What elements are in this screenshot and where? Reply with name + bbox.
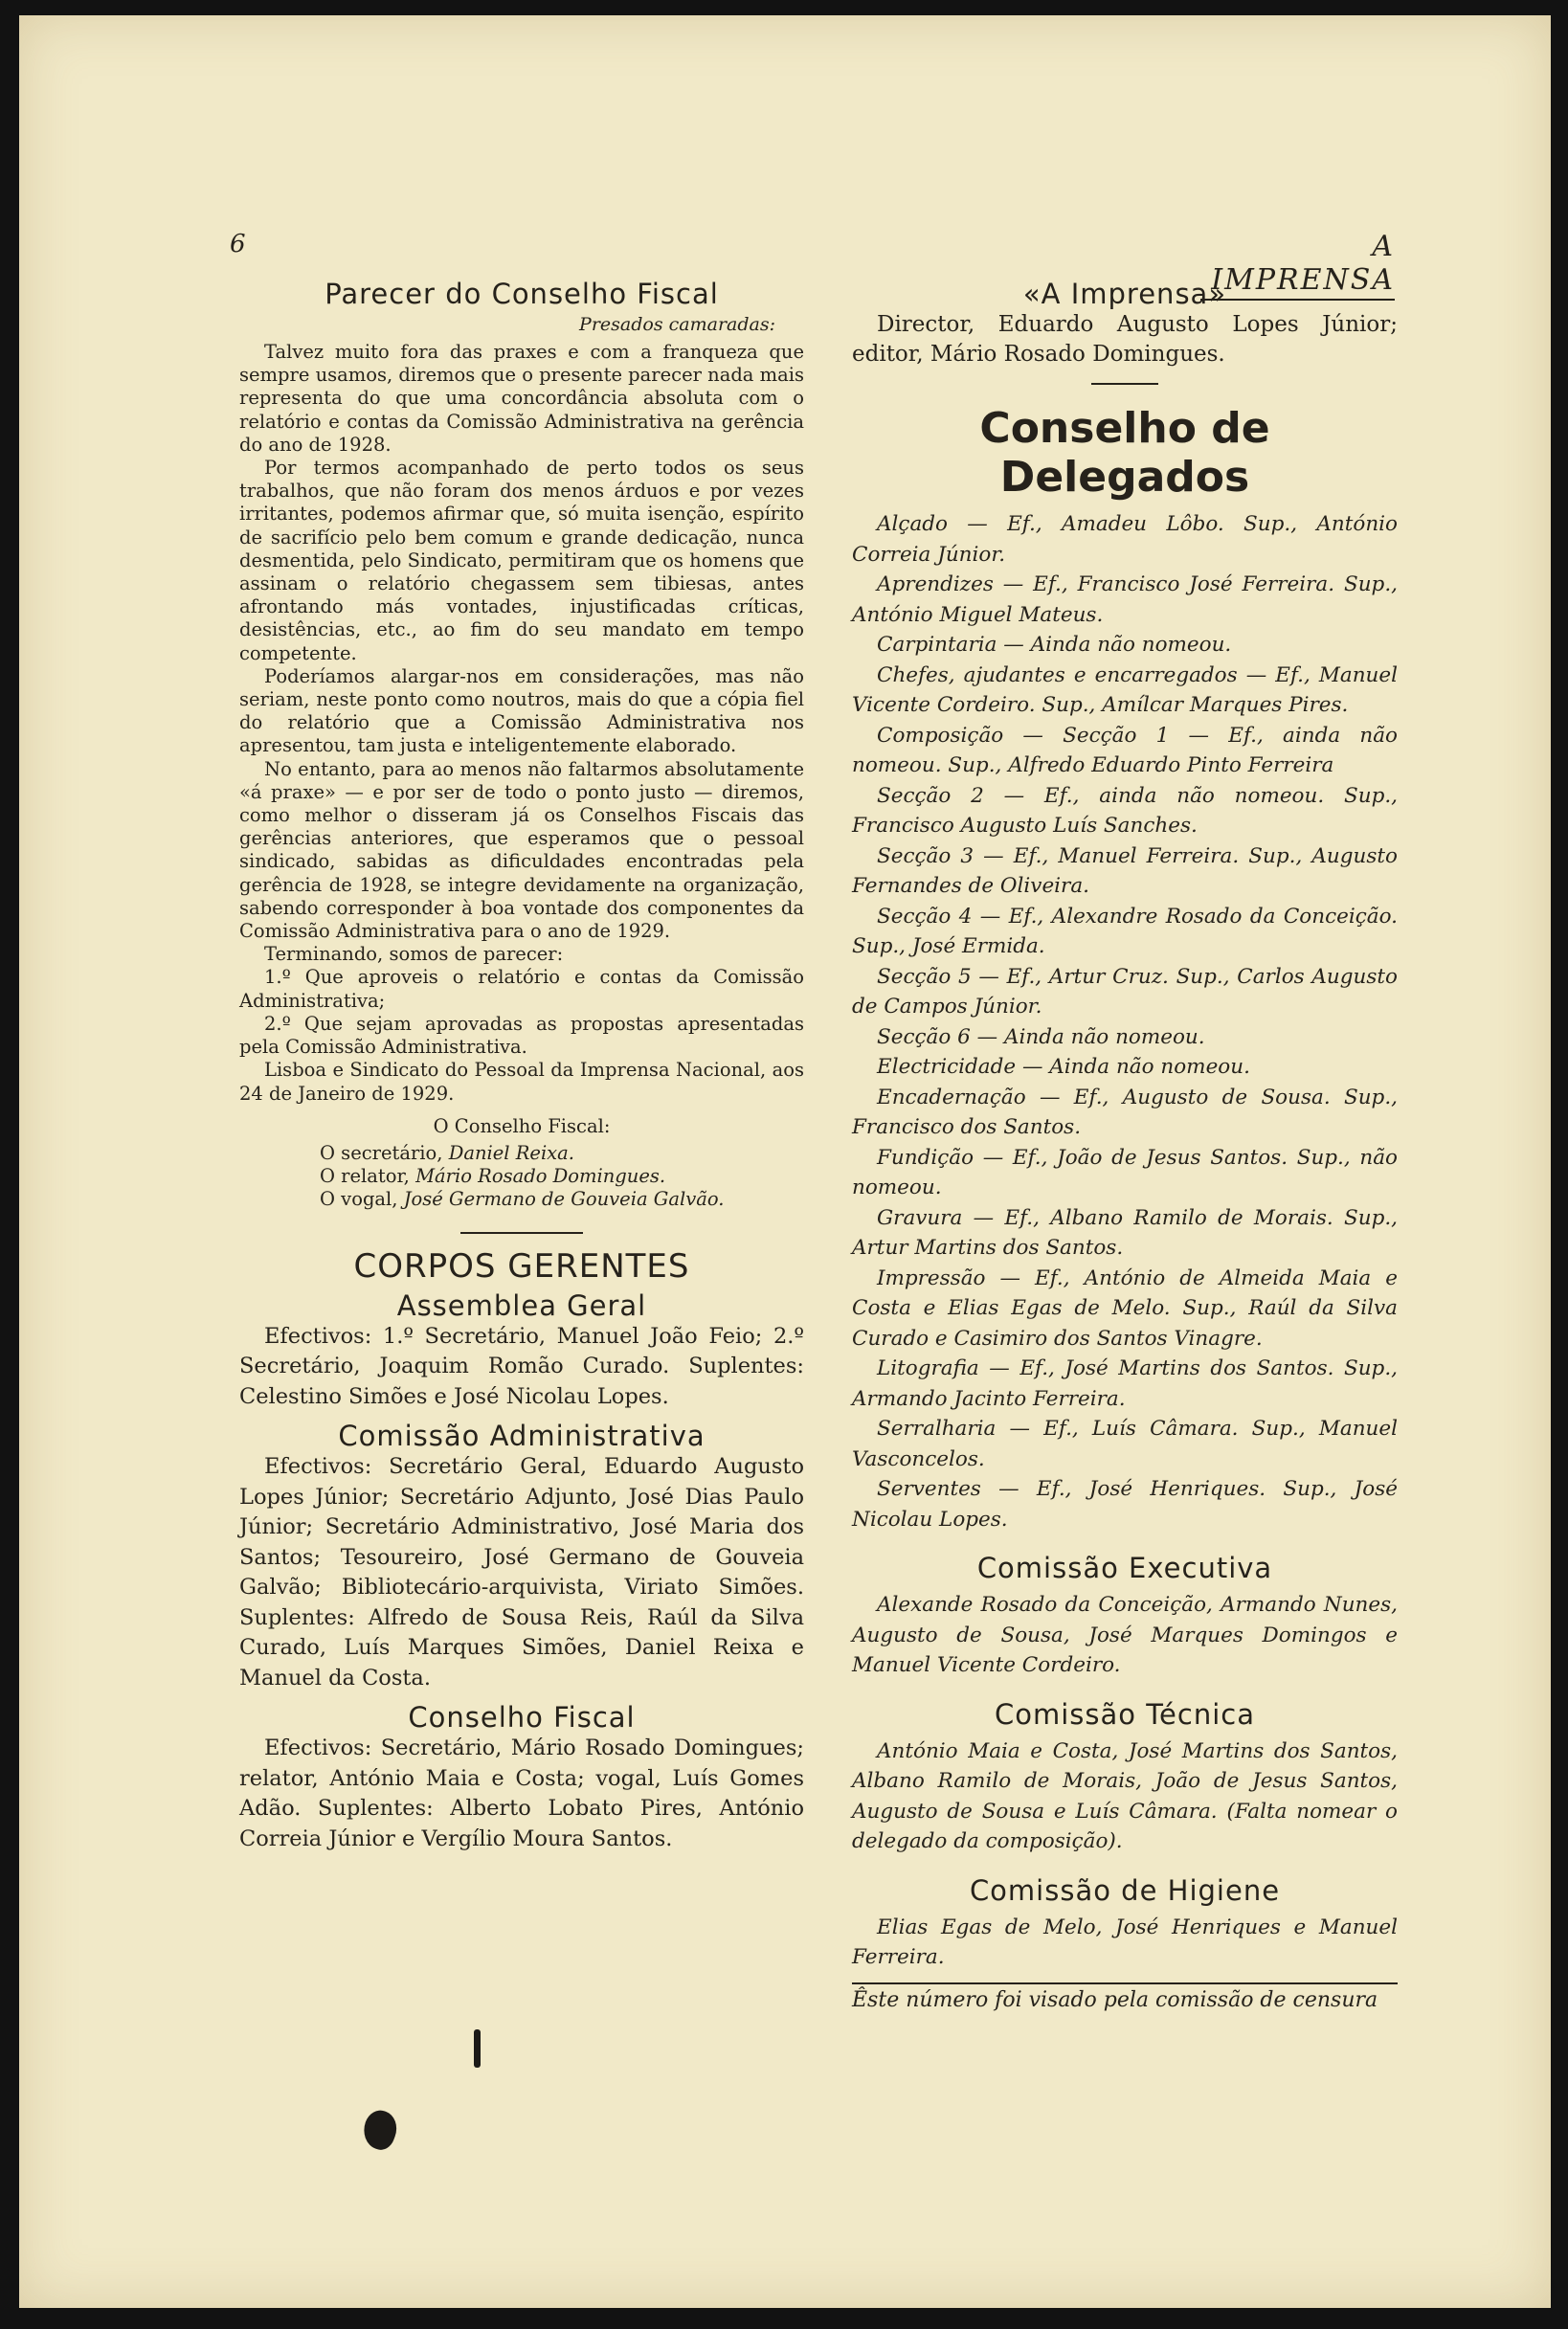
left-column (239, 278, 804, 1854)
comissao-administrativa-text: Efectivos: Secretário Geral, Eduardo Augusto Lopes Júnior; Secretário Adjunto, José Dias Paulo Júnior; Secretário Administrativo, José Maria dos Santos; Tesoureiro, José Germano de Gouveia Galvão; Bibliotecário-arquivista, Viriato Simões. Suplentes: Alfredo de Sousa Reis, Raúl da Silva Curado, Luís Marques Simões, Daniel Reixa e Manuel da Costa. (239, 1454, 804, 1691)
section-divider (460, 1232, 583, 1234)
imprensa-text: Director, Eduardo Augusto Lopes Júnior; editor, Mário Rosado Domingues. (852, 312, 1398, 367)
signature-role: O vogal, (320, 1187, 398, 1210)
delegado-entry: Impressão — Ef., António de Almeida Maia e Costa e Elias Egas de Melo. Sup., Raúl da Silva Curado e Casimiro dos Santos Vinagre. (852, 1265, 1398, 1351)
comissao-executiva-text: Alexande Rosado da Conceição, Armando Nunes, Augusto de Sousa, José Marques Domingos e Manuel Vicente Cordeiro. (852, 1593, 1398, 1677)
delegado-entry: Fundição — Ef., João de Jesus Santos. Sup., não nomeou. (852, 1145, 1398, 1199)
delegado-entry: Secção 3 — Ef., Manuel Ferreira. Sup., Augusto Fernandes de Oliveira. (852, 843, 1398, 898)
comissao-higiene-body (852, 1913, 1398, 1973)
delegado-entry: Aprendizes — Ef., Francisco José Ferreira. Sup., António Miguel Mateus. (852, 572, 1398, 627)
signature-line (239, 1142, 804, 1165)
delegado-entry: Secção 5 — Ef., Artur Cruz. Sup., Carlos Augusto de Campos Júnior. (852, 964, 1398, 1019)
signature-name: Mário Rosado Domingues. (415, 1164, 666, 1187)
signature-name: José Germano de Gouveia Galvão. (403, 1187, 725, 1210)
assembleia-text: Efectivos: 1.º Secretário, Manuel João Feio; 2.º Secretário, Joaquim Romão Curado. Suplentes: Celestino Simões e José Nicolau Lopes. (239, 1323, 804, 1409)
conselho-fiscal-body (239, 1734, 804, 1854)
delegado-entry: Chefes, ajudantes e encarregados — Ef., Manuel Vicente Cordeiro. Sup., Amílcar Marques Pires. (852, 662, 1398, 717)
section-divider (1091, 383, 1158, 385)
masthead: A IMPRENSA (1200, 230, 1395, 301)
parecer-paragraph: Por termos acompanhado de perto todos os seus trabalhos, que não foram dos menos árduos e por vezes irritantes, podemos afirmar que, só muita isenção, espírito de sacrifício pelo bem comum e grande dedicação, nunca desmentida, pelo Sindicato, permitiram que os homens que assinam o relatório chegassem sem tibiesas, antes afrontando más vontades, injustificadas críticas, desistências, etc., ao fim do seu mandato em tempo competente. (239, 457, 804, 664)
comissao-tecnica-body (852, 1736, 1398, 1857)
parecer-paragraph: Terminando, somos de parecer: (264, 943, 564, 966)
delegado-entry: Serventes — Ef., José Henriques. Sup., José Nicolau Lopes. (852, 1477, 1398, 1532)
imprensa-body (852, 310, 1398, 370)
signature-role: O secretário, (320, 1141, 443, 1164)
ink-blot (474, 2029, 481, 2068)
parecer-paragraph: 2.º Que sejam aprovadas as propostas apresentadas pela Comissão Administrativa. (239, 1012, 804, 1059)
conselho-fiscal-title: Conselho Fiscal (408, 1701, 636, 1735)
comissao-tecnica-title: Comissão Técnica (995, 1697, 1255, 1731)
delegados-title: Conselho de Delegados (979, 404, 1270, 502)
delegado-entry: Secção 4 — Ef., Alexandre Rosado da Conceição. Sup., José Ermida. (852, 904, 1398, 958)
comissao-higiene-title: Comissão de Higiene (969, 1873, 1281, 1907)
delegado-entry: Serralharia — Ef., Luís Câmara. Sup., Manuel Vasconcelos. (852, 1417, 1398, 1471)
comissao-administrativa-title: Comissão Administrativa (338, 1420, 706, 1453)
comissao-executiva-title: Comissão Executiva (976, 1552, 1273, 1584)
parecer-paragraph: Talvez muito fora das praxes e com a franqueza que sempre usamos, diremos que o presente parecer nada mais representa do que uma concordância absoluta com o relatório e contas da Comissão Administrativa na gerência do ano de 1928. (239, 341, 804, 456)
delegado-entry: Carpintaria — Ainda não nomeou. (877, 633, 1232, 657)
delegado-entry: Gravura — Ef., Albano Ramilo de Morais. Sup., Artur Martins dos Santos. (852, 1205, 1398, 1260)
imprensa-title: «A Imprensa» (1022, 278, 1227, 310)
comissao-administrativa-body (239, 1452, 804, 1693)
conselho-fiscal-text: Efectivos: Secretário, Mário Rosado Domingues; relator, António Maia e Costa; vogal, Luís Gomes Adão. Suplentes: Alberto Lobato Pires, António Correia Júnior e Vergílio Moura Santos. (239, 1736, 804, 1851)
signature-block (239, 1115, 804, 1211)
signature-line (239, 1165, 804, 1188)
parecer-body (239, 341, 804, 1106)
right-column (852, 278, 1398, 2012)
parecer-title: Parecer do Conselho Fiscal (325, 278, 719, 310)
parecer-salutation: Presados camaradas: (579, 314, 775, 335)
parecer-paragraph: Poderíamos alargar-nos em considerações, mas não seriam, neste ponto como noutros, mais do que a cópia fiel do relatório que a Comissão Administrativa nos apresentou, tam justa e inteligentemente elaborado. (239, 664, 804, 757)
parecer-paragraph: 1.º Que aproveis o relatório e contas da Comissão Administrativa; (239, 966, 804, 1012)
delegado-entry: Secção 6 — Ainda não nomeou. (877, 1024, 1205, 1049)
signature-line (239, 1188, 804, 1211)
signature-role: O relator, (320, 1164, 410, 1187)
assembleia-title: Assemblea Geral (396, 1288, 647, 1322)
delegado-entry: Electricidade — Ainda não nomeou. (877, 1055, 1250, 1079)
delegados-list (852, 509, 1398, 1534)
signature-name: Daniel Reixa. (448, 1141, 574, 1164)
delegado-entry: Secção 2 — Ef., ainda não nomeou. Sup., Francisco Augusto Luís Sanches. (852, 783, 1398, 838)
page-number: 6 (230, 230, 246, 258)
comissao-executiva-body (852, 1590, 1398, 1681)
censorship-note: Êste número foi visado pela comissão de censura (852, 1982, 1398, 2012)
delegado-entry: Encadernação — Ef., Augusto de Sousa. Sup., Francisco dos Santos. (852, 1085, 1398, 1139)
delegado-entry: Alçado — Ef., Amadeu Lôbo. Sup., António Correia Júnior. (852, 512, 1398, 567)
parecer-paragraph: Lisboa e Sindicato do Pessoal da Imprensa Nacional, aos 24 de Janeiro de 1929. (239, 1059, 804, 1105)
signature-heading: O Conselho Fiscal: (433, 1114, 611, 1137)
corpos-gerentes-title: CORPOS GERENTES (353, 1246, 690, 1286)
comissao-tecnica-text: António Maia e Costa, José Martins dos Santos, Albano Ramilo de Morais, João de Jesus Santos, Augusto de Sousa e Luís Câmara. (Falta nomear o delegado da composição). (852, 1738, 1398, 1853)
comissao-higiene-text: Elias Egas de Melo, José Henriques e Manuel Ferreira. (852, 1915, 1398, 1969)
delegado-entry: Litografia — Ef., José Martins dos Santos. Sup., Armando Jacinto Ferreira. (852, 1356, 1398, 1411)
delegado-entry: Composição — Secção 1 — Ef., ainda não nomeou. Sup., Alfredo Eduardo Pinto Ferreira (852, 723, 1398, 777)
assembleia-body (239, 1322, 804, 1413)
parecer-paragraph: No entanto, para ao menos não faltarmos absolutamente «á praxe» — e por ser de todo o ponto justo — diremos, como melhor o disseram já os Conselhos Fiscais das gerências anteriores, que esperamos que o pessoal sindicado, sabidas as dificuldades encontradas pela gerência de 1928, se integre devidamente na organização, sabendo corresponder à boa vontade dos componentes da Comissão Administrativa para o ano de 1929. (239, 757, 804, 943)
